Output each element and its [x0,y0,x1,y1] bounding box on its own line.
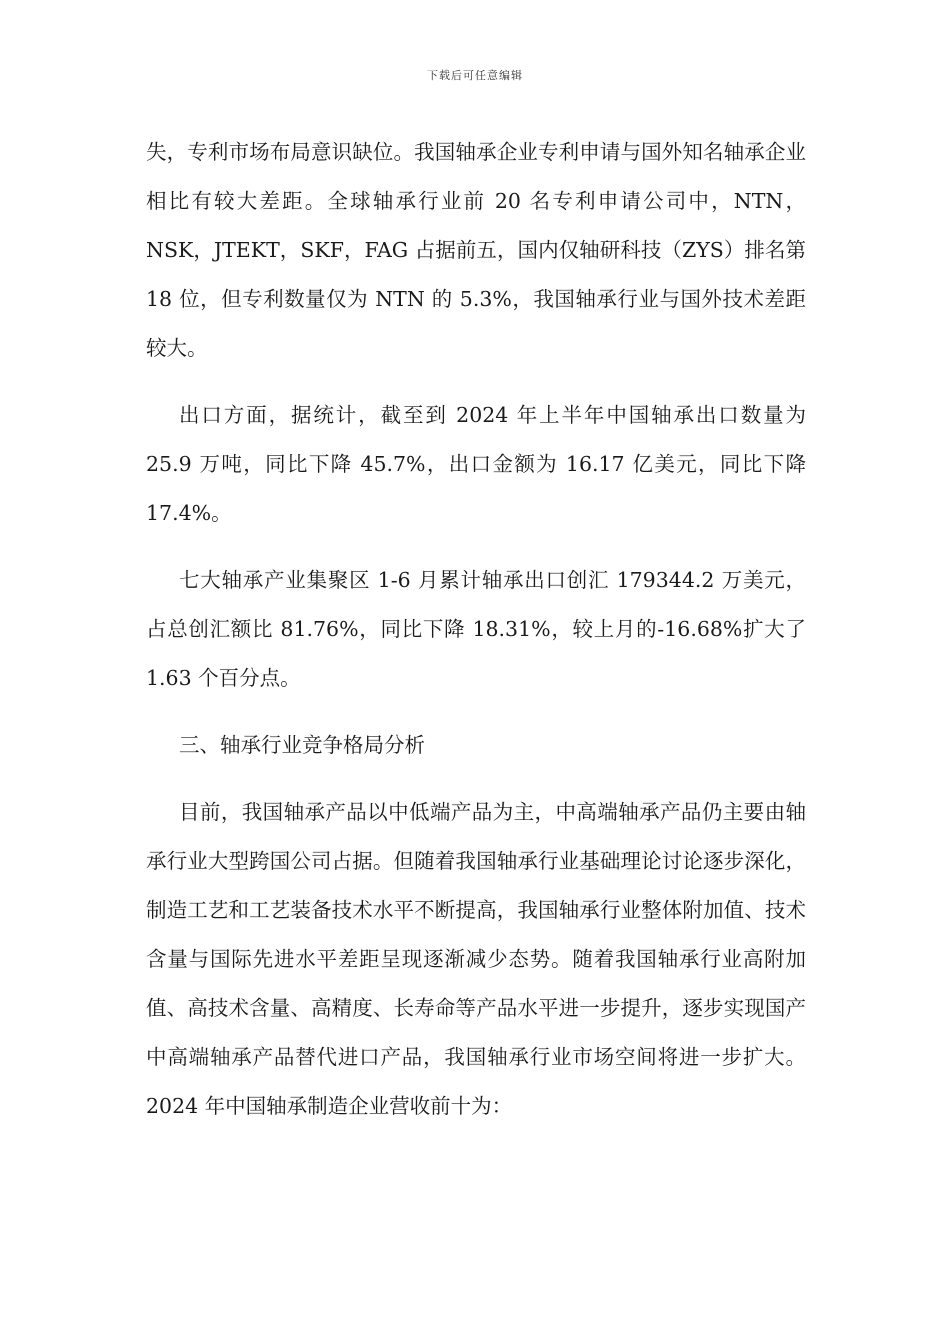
paragraph-patent-gap: 失，专利市场布局意识缺位。我国轴承企业专利申请与国外知名轴承企业相比有较大差距。全球轴承行业前 20 名专利申请公司中，NTN，NSK，JTEKT，SKF，FAG 占据前五，国内仅轴研科技（ZYS）排名第 18 位，但专利数量仅为 NTN 的 5.3%，我国轴承行业与国外技术差距较大。 [146,140,806,360]
paragraph-competition: 目前，我国轴承产品以中低端产品为主，中高端轴承产品仍主要由轴承行业大型跨国公司占据。但随着我国轴承行业基础理论讨论逐步深化，制造工艺和工艺装备技术水平不断提高，我国轴承行业整体附加值、技术含量与国际先进水平差距呈现逐渐减少态势。随着我国轴承行业高附加值、高技术含量、高精度、长寿命等产品水平进一步提升，逐步实现国产中高端轴承产品替代进口产品，我国轴承行业市场空间将进一步扩大。2024 年中国轴承制造企业营收前十为： [146,800,806,1118]
page-header: 下载后可任意编辑 [427,69,523,82]
section-heading: 三、轴承行业竞争格局分析 [179,733,425,757]
document-body [146,128,806,1131]
paragraph-industrial-clusters: 七大轴承产业集聚区 1-6 月累计轴承出口创汇 179344.2 万美元，占总创汇额比 81.76%，同比下降 18.31%，较上月的-16.68%扩大了 1.63 个百分点。 [146,568,806,690]
paragraph-export-overview: 出口方面，据统计，截至到 2024 年上半年中国轴承出口数量为 25.9 万吨，同比下降 45.7%，出口金额为 16.17 亿美元，同比下降 17.4%。 [146,403,806,525]
